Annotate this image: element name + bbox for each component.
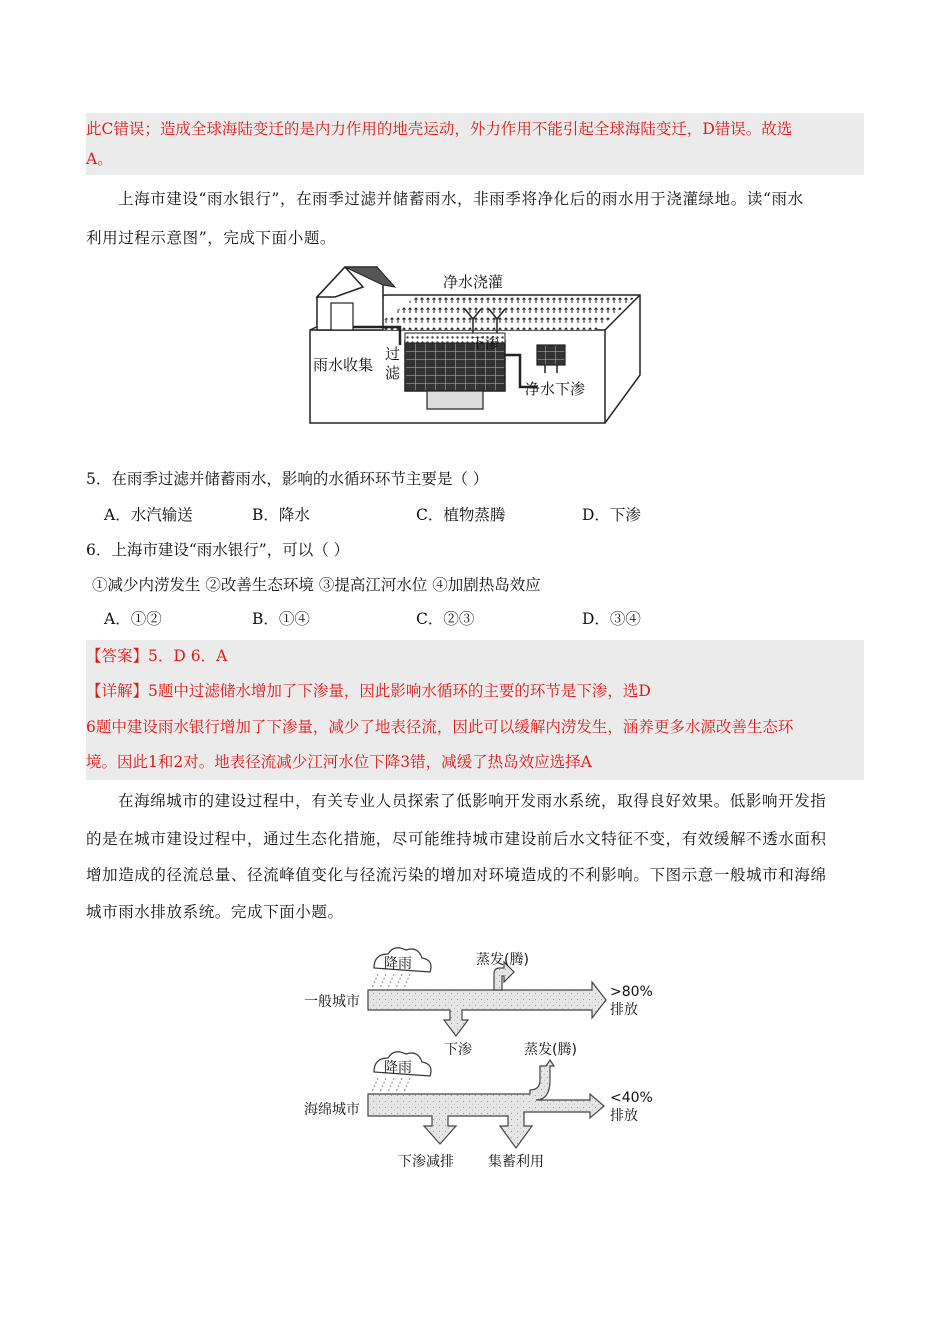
question-5-option-c: C．植物蒸腾	[416, 506, 506, 524]
question-5-option-d: D．下渗	[582, 506, 641, 524]
question-5-option-b: B．降水	[252, 506, 310, 524]
detail-text-1: 5题中过滤储水增加了下渗量，因此影响水循环的主要的环节是下渗，选D	[148, 682, 651, 700]
answer-line	[86, 640, 864, 674]
question-6-stem: 6．上海市建设“雨水银行”，可以（ ）	[86, 541, 350, 559]
intro1-line-1: 上海市建设“雨水银行”，在雨季过滤并储蓄雨水，非雨季将净化后的雨水用于浇灌绿地。读“雨水	[118, 190, 804, 208]
intro1-line-2: 利用过程示意图”，完成下面小题。	[86, 229, 337, 247]
city-drainage-diagram	[300, 944, 660, 1176]
sponge-store-label: 集蓄利用	[488, 1154, 544, 1170]
general-city-label: 一般城市	[304, 994, 360, 1010]
rain-label-general: 降雨	[384, 956, 412, 972]
intro2-line-3: 增加造成的径流总量、径流峰值变化与径流污染的增加对环境造成的不利影响。下图示意一般城市和海绵	[86, 866, 827, 884]
question-5-option-a: A．水汽输送	[104, 506, 193, 524]
general-seep-label: 下渗	[444, 1042, 472, 1058]
intro2-line-4: 城市雨水排放系统。完成下面小题。	[86, 903, 344, 921]
sponge-evap-label: 蒸发(腾)	[524, 1042, 577, 1058]
label-rain-collect: 雨水收集	[313, 356, 374, 374]
sponge-out-label: 排放	[610, 1108, 638, 1124]
rainwater-utilization-diagram	[305, 255, 645, 427]
general-out-label: 排放	[610, 1002, 638, 1018]
question-6-option-d: D．③④	[582, 610, 641, 628]
question-6-option-a: A．①②	[104, 610, 162, 628]
label-irrigate: 净水浇灌	[443, 273, 504, 291]
detail-line-1	[86, 674, 864, 710]
intro2-line-1: 在海绵城市的建设过程中，有关专业人员探索了低影响开发雨水系统，取得良好效果。低影响开发指	[118, 792, 827, 810]
answer-tag: 【答案】	[86, 647, 149, 665]
detail-line-2: 6题中建设雨水银行增加了下渗量，减少了地表径流，因此可以缓解内涝发生，涵养更多水源改善生态环	[86, 710, 864, 746]
question-6-option-b: B．①④	[252, 610, 310, 628]
sponge-out-pct: <40%	[610, 1090, 653, 1106]
label-filter-2: 滤	[385, 364, 401, 382]
question-6-option-c: C．②③	[416, 610, 475, 628]
detail-line-3: 境。因此1和2对。地表径流减少江河水位下降3错，减缓了热岛效应选择A	[86, 746, 864, 780]
general-out-pct: >80%	[610, 984, 653, 1000]
detail-tag: 【详解】	[86, 682, 149, 700]
rain-label-sponge: 降雨	[384, 1060, 412, 1076]
label-filter-1: 过	[385, 345, 401, 363]
general-evap-label: 蒸发(腾)	[476, 952, 529, 968]
prev-explanation-line-1: 此C错误；造成全球海陆变迁的是内力作用的地壳运动，外力作用不能引起全球海陆变迁，D错误。故选	[86, 113, 864, 145]
question-5-stem: 5．在雨季过滤并储蓄雨水，影响的水循环环节主要是（ ）	[86, 470, 489, 488]
answer-text: 5．D 6．A	[148, 647, 228, 665]
label-clean-seep: 净水下渗	[525, 380, 586, 398]
sponge-city-label: 海绵城市	[304, 1102, 360, 1118]
prev-explanation-line-2: A。	[86, 145, 864, 175]
question-6-items: ①减少内涝发生 ②改善生态环境 ③提高江河水位 ④加剧热岛效应	[92, 576, 541, 594]
intro2-line-2: 的是在城市建设过程中，通过生态化措施，尽可能维持城市建设前后水文特征不变，有效缓解不透水面积	[86, 830, 827, 848]
sponge-seep-label: 下渗减排	[398, 1154, 454, 1170]
label-seep: 下渗	[471, 336, 499, 352]
